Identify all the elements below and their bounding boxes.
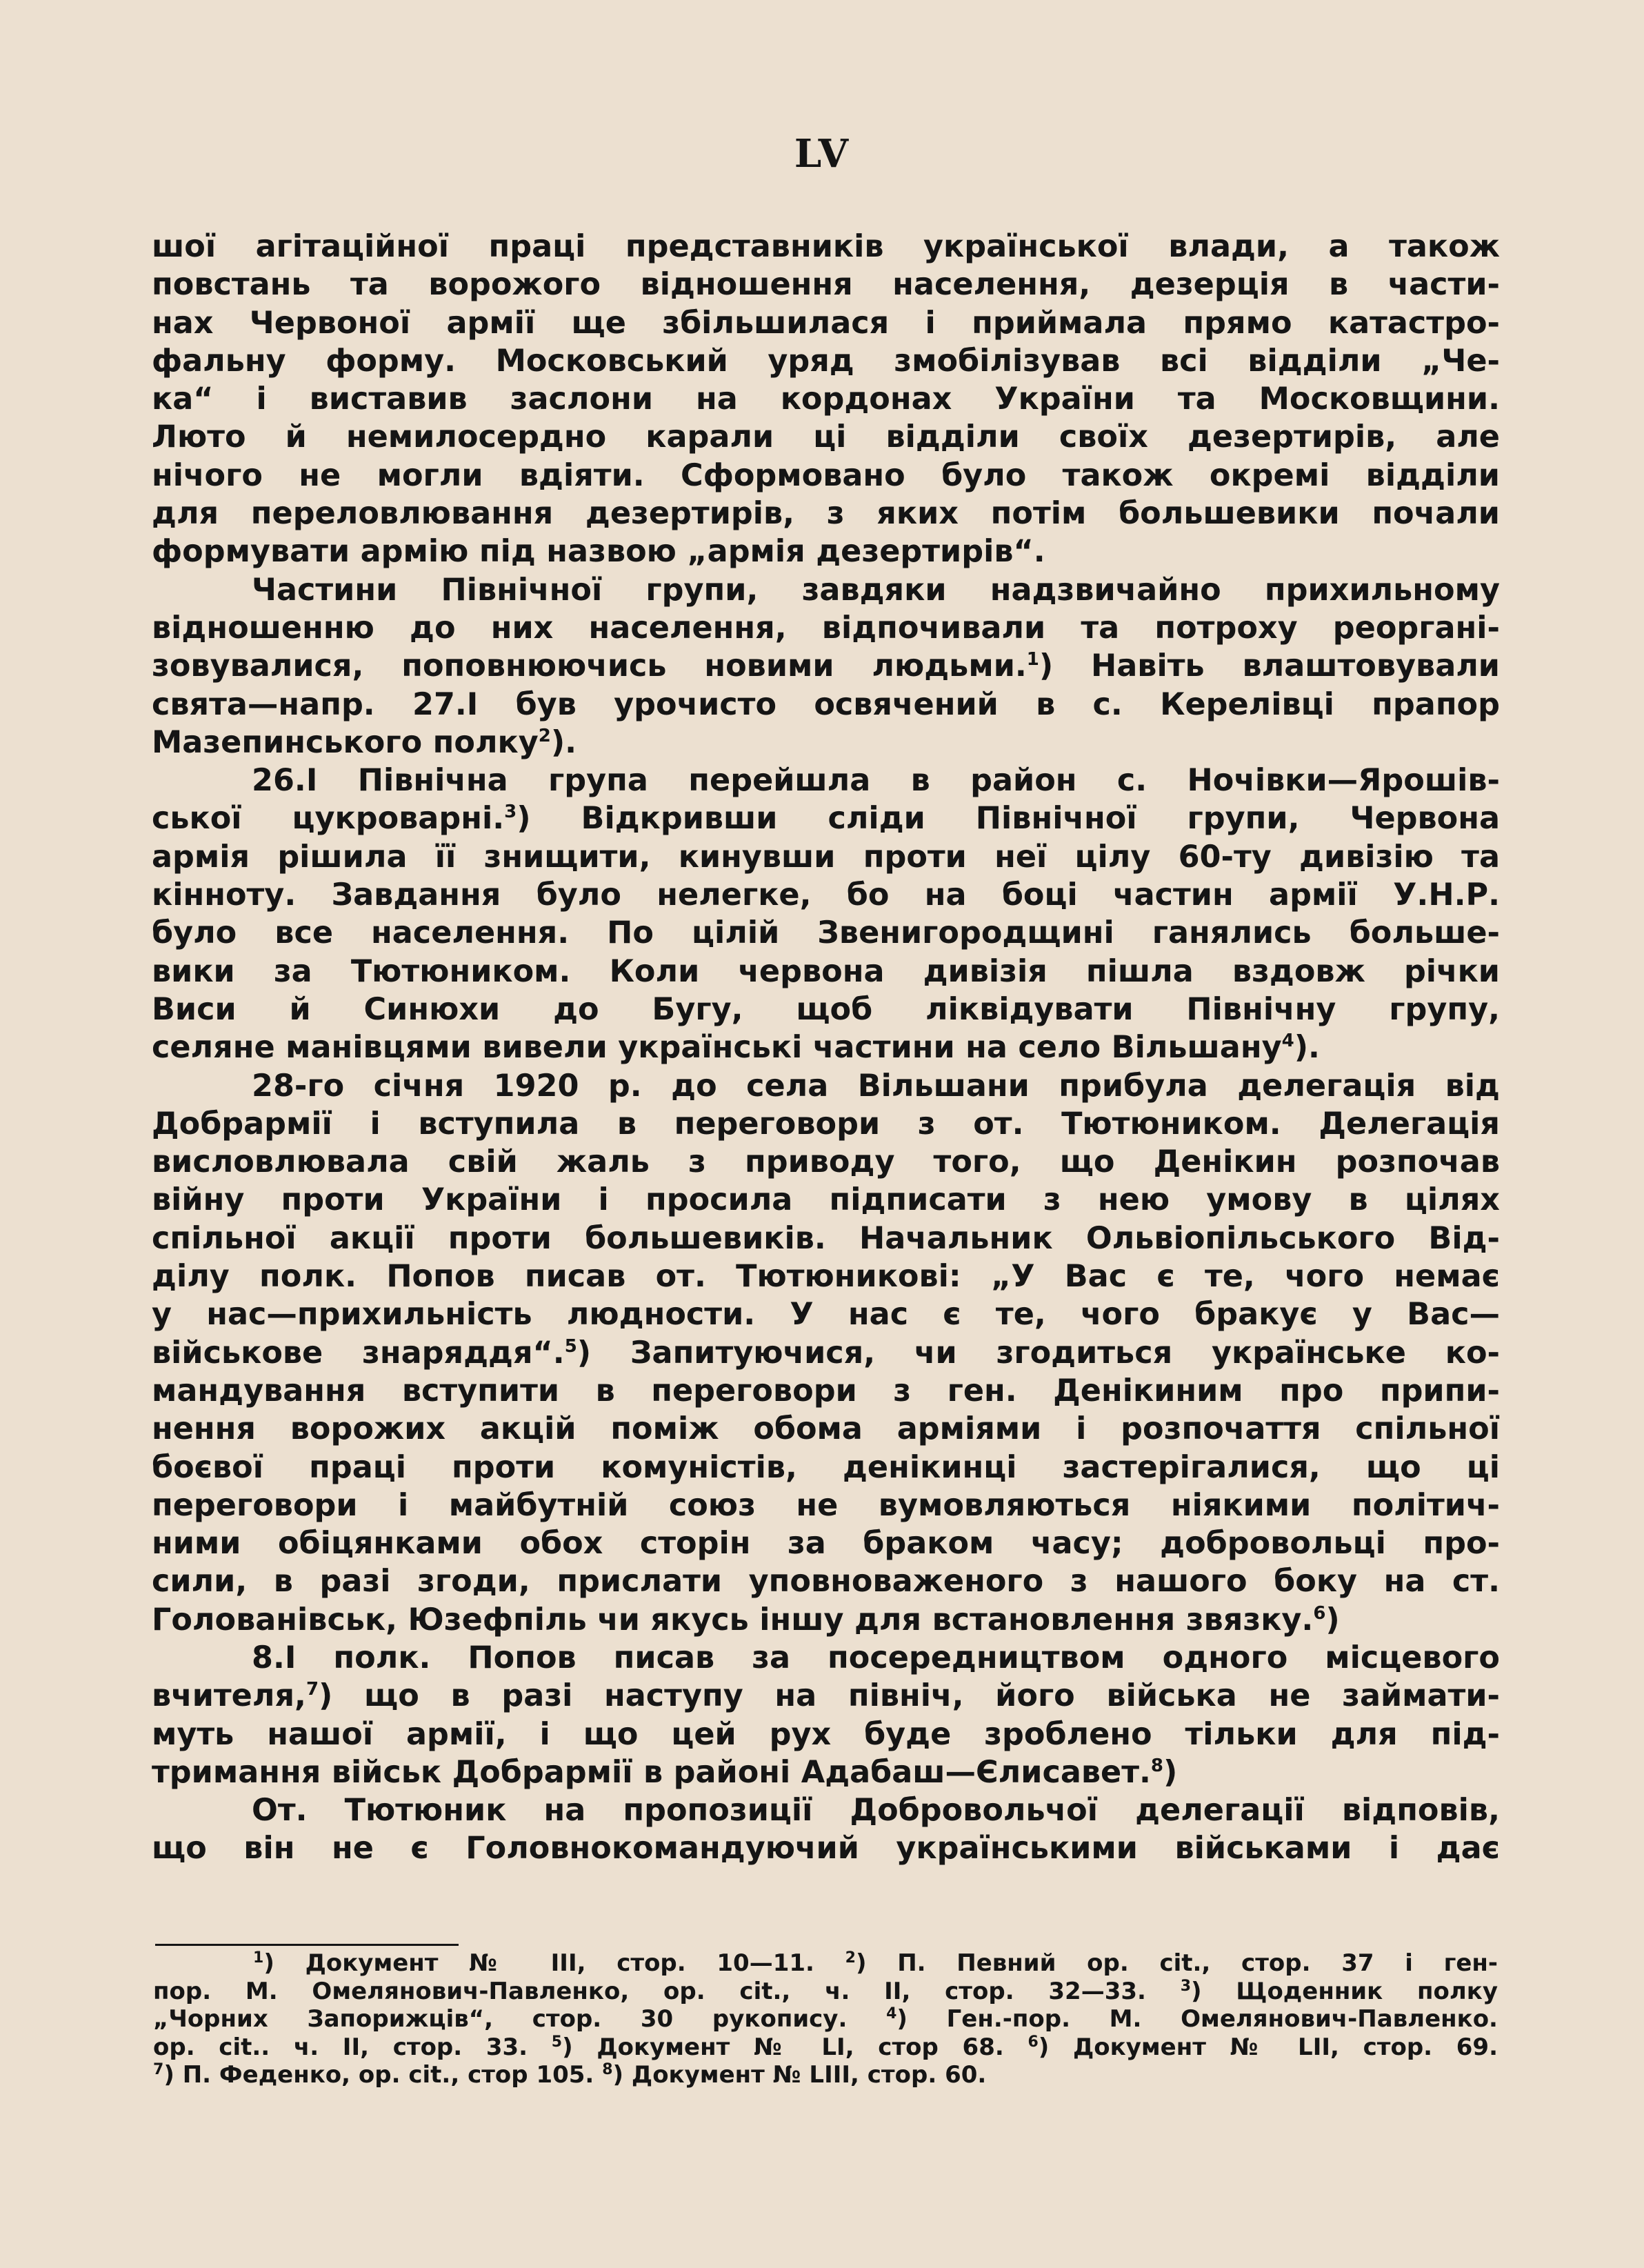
footnote-line: „Чорних Запорижців“, стор. 30 рукопису. $^4$) Ген.-пор. М. Омелянович-Павленко. <box>153 2005 1498 2033</box>
note-mark: 1 <box>1026 649 1039 670</box>
footnote-line: $^7$) П. Феденко, ор. cit., стор 105. $^8$) Документ № LIII, стор. 60. <box>153 2061 987 2089</box>
text-line: ка“ і виставив заслони на кордонах України та Московщини. <box>152 381 1500 417</box>
text-line: кінноту. Завдання було нелегке, бо на боці частин армії У.Н.Р. <box>152 877 1500 913</box>
text-line: відношенню до них населення, відпочивали та потроху реоргані- <box>152 610 1500 646</box>
text-line: Люто й немилосердно карали ці відділи своїх дезертирів, але <box>152 419 1500 455</box>
text-line: вики за Тютюником. Коли червона дивізія пішла вздовж річки <box>152 953 1500 989</box>
text-line: військове знаряддя“.$^5$) Запитуючися, чи згодиться українське ко- <box>152 1335 1500 1371</box>
note-mark: 8 <box>1150 1755 1163 1776</box>
text-line: От. Тютюник на пропозиції Добровольчої делегації відповів, <box>252 1793 1500 1829</box>
text-line: нення ворожих акцій поміж обома арміями і розпочаття спільної <box>152 1411 1500 1447</box>
text-line: армія рішила її знищити, кинувши проти неї цілу 60-ту дивізію та <box>152 839 1500 875</box>
note-mark: 2 <box>845 1949 856 1967</box>
text-line: переговори і майбутній союз не вумовляються ніякими політич- <box>152 1487 1500 1523</box>
note-mark: 6 <box>1028 2033 1039 2051</box>
footnote-line: $^1$) Документ № III, стор. 10—11. $^2$) П. Певний ор. cit., стор. 37 і ген- <box>253 1949 1498 1977</box>
text-line: фальну форму. Московський уряд змобілізував всі відділи „Че- <box>152 343 1500 379</box>
text-line: зовувалися, поповнюючись новими людьми.$^1$) Навіть влаштовували <box>152 648 1500 684</box>
text-line: ської цукроварні.$^3$) Відкривши сліди Північної групи, Червона <box>152 801 1500 837</box>
page-number: LV <box>794 131 850 177</box>
text-line: тримання військ Добрармії в районі Адабаш—Єлисавет.$^8$) <box>152 1754 1178 1790</box>
text-line: формувати армію під назвою „армія дезертирів“. <box>152 534 1045 570</box>
text-line: ділу полк. Попов писав от. Тютюникові: „У Вас є те, чого немає <box>152 1259 1500 1295</box>
footnote-line: ор. cit.. ч. II, стор. 33. $^5$) Документ № LI, стор 68. $^6$) Документ № LII, стор. 69. <box>153 2033 1498 2061</box>
text-line: нічого не могли вдіяти. Сформовано було також окремі відділи <box>152 457 1500 493</box>
text-line: мандування вступити в переговори з ген. Денікиним про припи- <box>152 1373 1500 1409</box>
text-line: шої агітаційної праці представників української влади, а також <box>152 229 1500 264</box>
text-line: Виси й Синюхи до Бугу, щоб ліквідувати Північну групу, <box>152 991 1500 1027</box>
note-mark: 6 <box>1313 1602 1326 1624</box>
text-line: 26.І Північна група перейшла в район с. Ночівки—Ярошів- <box>252 763 1500 799</box>
text-line: нах Червоної армії ще збільшилася і приймала прямо катастро- <box>152 305 1500 341</box>
text-line: для переловлювання дезертирів, з яких потім большевики почали <box>152 496 1500 532</box>
note-mark: 8 <box>602 2061 613 2078</box>
text-line: було все населення. По цілій Звенигородщині ганялись больше- <box>152 915 1500 951</box>
text-line: Добрармії і вступила в переговори з от. Тютюником. Делегація <box>152 1106 1500 1142</box>
text-line: свята—напр. 27.І був урочисто освячений в с. Керелівці прапор <box>152 686 1500 722</box>
text-line: війну проти України і просила підписати з нею умову в цілях <box>152 1182 1500 1218</box>
note-mark: 2 <box>538 725 551 746</box>
text-line: 8.І полк. Попов писав за посередництвом одного місцевого <box>252 1640 1500 1675</box>
note-mark: 7 <box>305 1679 319 1700</box>
note-mark: 3 <box>1180 1977 1192 1995</box>
text-line: Мазепинського полку$^2$). <box>152 724 577 760</box>
note-mark: 5 <box>551 2033 563 2051</box>
text-line: ними обіцянками обох сторін за браком часу; добровольці про- <box>152 1526 1500 1562</box>
text-line: 28-го січня 1920 р. до села Вільшани прибула делегація від <box>252 1068 1500 1104</box>
note-mark: 4 <box>886 2005 897 2022</box>
footnote-rule <box>155 1944 459 1946</box>
footnote-line: пор. М. Омелянович-Павленко, ор. cit., ч. II, стор. 32—33. $^3$) Щоденник полку <box>153 1977 1498 2005</box>
text-line: у нас—прихильність людности. У нас є те, чого бракує у Вас— <box>152 1297 1500 1333</box>
text-line: селяне манівцями вивели українські частини на село Вільшану$^4$). <box>152 1030 1320 1066</box>
text-line: сили, в разі згоди, прислати уповноваженого з нашого боку на ст. <box>152 1564 1500 1600</box>
text-line: спільної акції проти большевиків. Начальник Ольвіопільського Від- <box>152 1220 1500 1256</box>
text-line: вчителя,$^7$) що в разі наступу на північ, його війська не займати- <box>152 1678 1500 1714</box>
note-mark: 3 <box>504 802 517 823</box>
text-line: повстань та ворожого відношення населення, дезерція в части- <box>152 267 1500 303</box>
note-mark: 1 <box>253 1949 264 1967</box>
text-line: Голованівськ, Юзефпіль чи якусь іншу для встановлення звязку.$^6$) <box>152 1602 1340 1638</box>
body-text <box>152 228 1500 1868</box>
footnotes <box>153 1949 1498 2089</box>
text-line: висловлювала свій жаль з приводу того, що Денікин розпочав <box>152 1144 1500 1180</box>
text-line: Частини Північної групи, завдяки надзвичайно прихильному <box>252 572 1500 608</box>
note-mark: 7 <box>153 2061 164 2078</box>
note-mark: 5 <box>564 1335 577 1357</box>
text-line: муть нашої армії, і що цей рух буде зроблено тільки для під- <box>152 1716 1500 1752</box>
note-mark: 4 <box>1281 1031 1294 1052</box>
text-line: боєвої праці проти комуністів, денікинці застерігалися, що ці <box>152 1449 1500 1485</box>
text-line: що він не є Головнокомандуючий українськими військами і дає <box>152 1831 1500 1867</box>
